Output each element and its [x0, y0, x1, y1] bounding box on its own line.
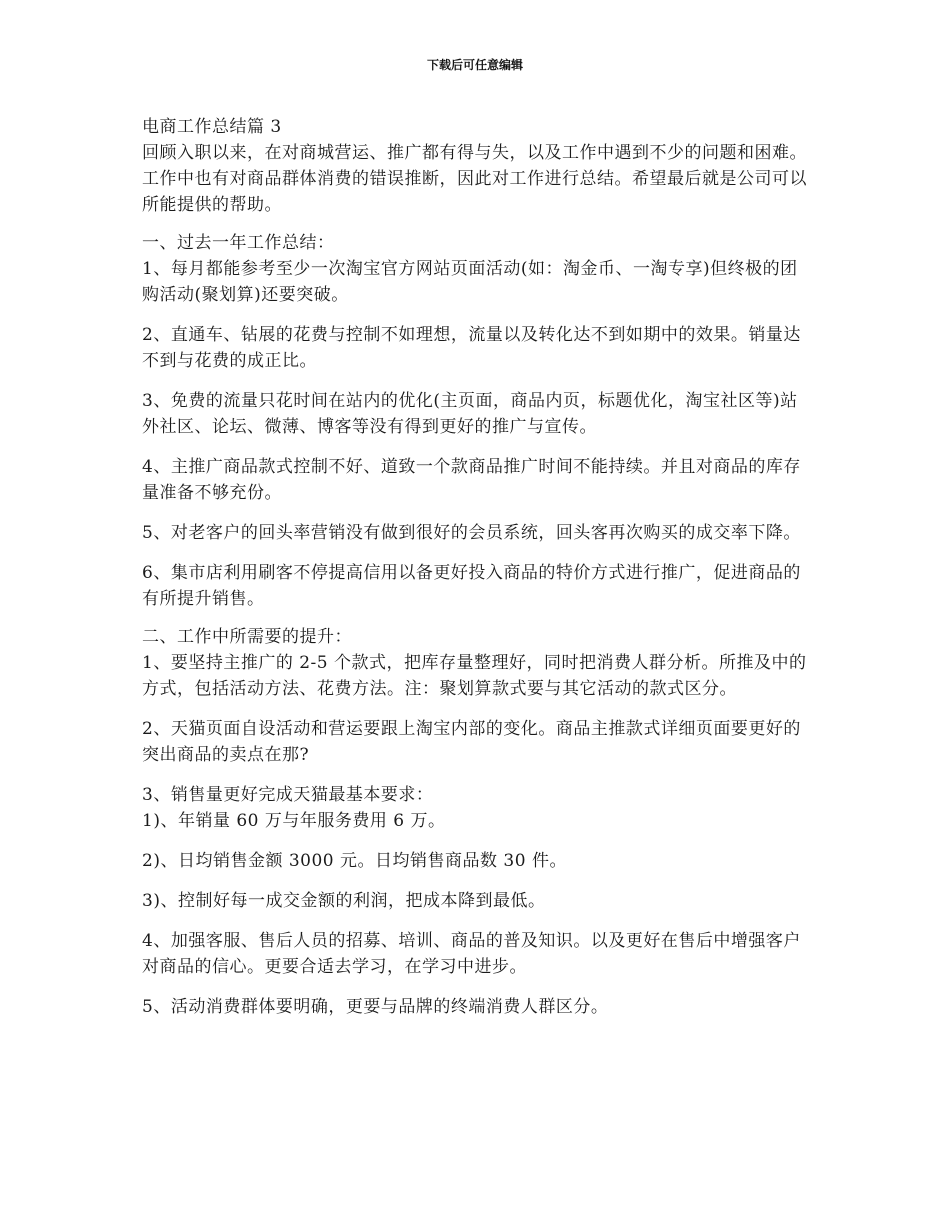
document-body [142, 114, 808, 1020]
page-header: 下载后可任意编辑 [426, 58, 523, 72]
section-2-heading: 二、工作中所需要的提升： [142, 627, 352, 647]
section-1-item-6: 6、集市店利用刷客不停提高信用以备更好投入商品的特价方式进行推广，促进商品的有所提升销售。 [142, 563, 801, 609]
section-1-item-1: 1、每月都能参考至少一次淘宝官方网站页面活动(如：淘金币、一淘专享)但终极的团购活动(聚划算)还要突破。 [142, 259, 798, 305]
section-2-item-4: 4、加强客服、售后人员的招募、培训、商品的普及知识。以及更好在售后中增强客户对商品的信心。更要合适去学习，在学习中进步。 [142, 931, 801, 977]
intro-paragraph: 回顾入职以来，在对商城营运、推广都有得与失，以及工作中遇到不少的问题和困难。工作中也有对商品群体消费的错误推断，因此对工作进行总结。希望最后就是公司可以所能提供的帮助。 [142, 143, 807, 215]
section-1-item-2: 2、直通车、钻展的花费与控制不如理想，流量以及转化达不到如期中的效果。销量达不到与花费的成正比。 [142, 325, 801, 371]
section-2-sub-item-3: 3)、控制好每一成交金额的利润，把成本降到最低。 [142, 891, 546, 911]
section-1-item-3: 3、免费的流量只花时间在站内的优化(主页面，商品内页，标题优化，淘宝社区等)站外社区、论坛、微薄、博客等没有得到更好的推广与宣传。 [142, 391, 798, 437]
section-2-item-3: 3、销售量更好完成天猫最基本要求： [142, 785, 434, 805]
section-2-sub-item-1: 1)、年销量 60 万与年服务费用 6 万。 [142, 811, 446, 831]
section-2-item-2: 2、天猫页面自设活动和营运要跟上淘宝内部的变化。商品主推款式详细页面要更好的突出商品的卖点在那? [142, 719, 801, 765]
section-1-item-4: 4、主推广商品款式控制不好、道致一个款商品推广时间不能持续。并且对商品的库存量准备不够充份。 [142, 457, 801, 503]
section-2-sub-item-2: 2)、日均销售金额 3000 元。日均销售商品数 30 件。 [142, 851, 567, 871]
document-title: 电商工作总结篇 3 [142, 117, 282, 137]
section-1-item-5: 5、对老客户的回头率营销没有做到很好的会员系统，回头客再次购买的成交率下降。 [142, 523, 801, 543]
section-2-item-1: 1、要坚持主推广的 2-5 个款式，把库存量整理好，同时把消费人群分析。所推及中的方式，包括活动方法、花费方法。注：聚划算款式要与其它活动的款式区分。 [142, 653, 807, 699]
section-2-item-5: 5、活动消费群体要明确，更要与品牌的终端消费人群区分。 [142, 997, 609, 1017]
section-1-heading: 一、过去一年工作总结： [142, 233, 335, 253]
